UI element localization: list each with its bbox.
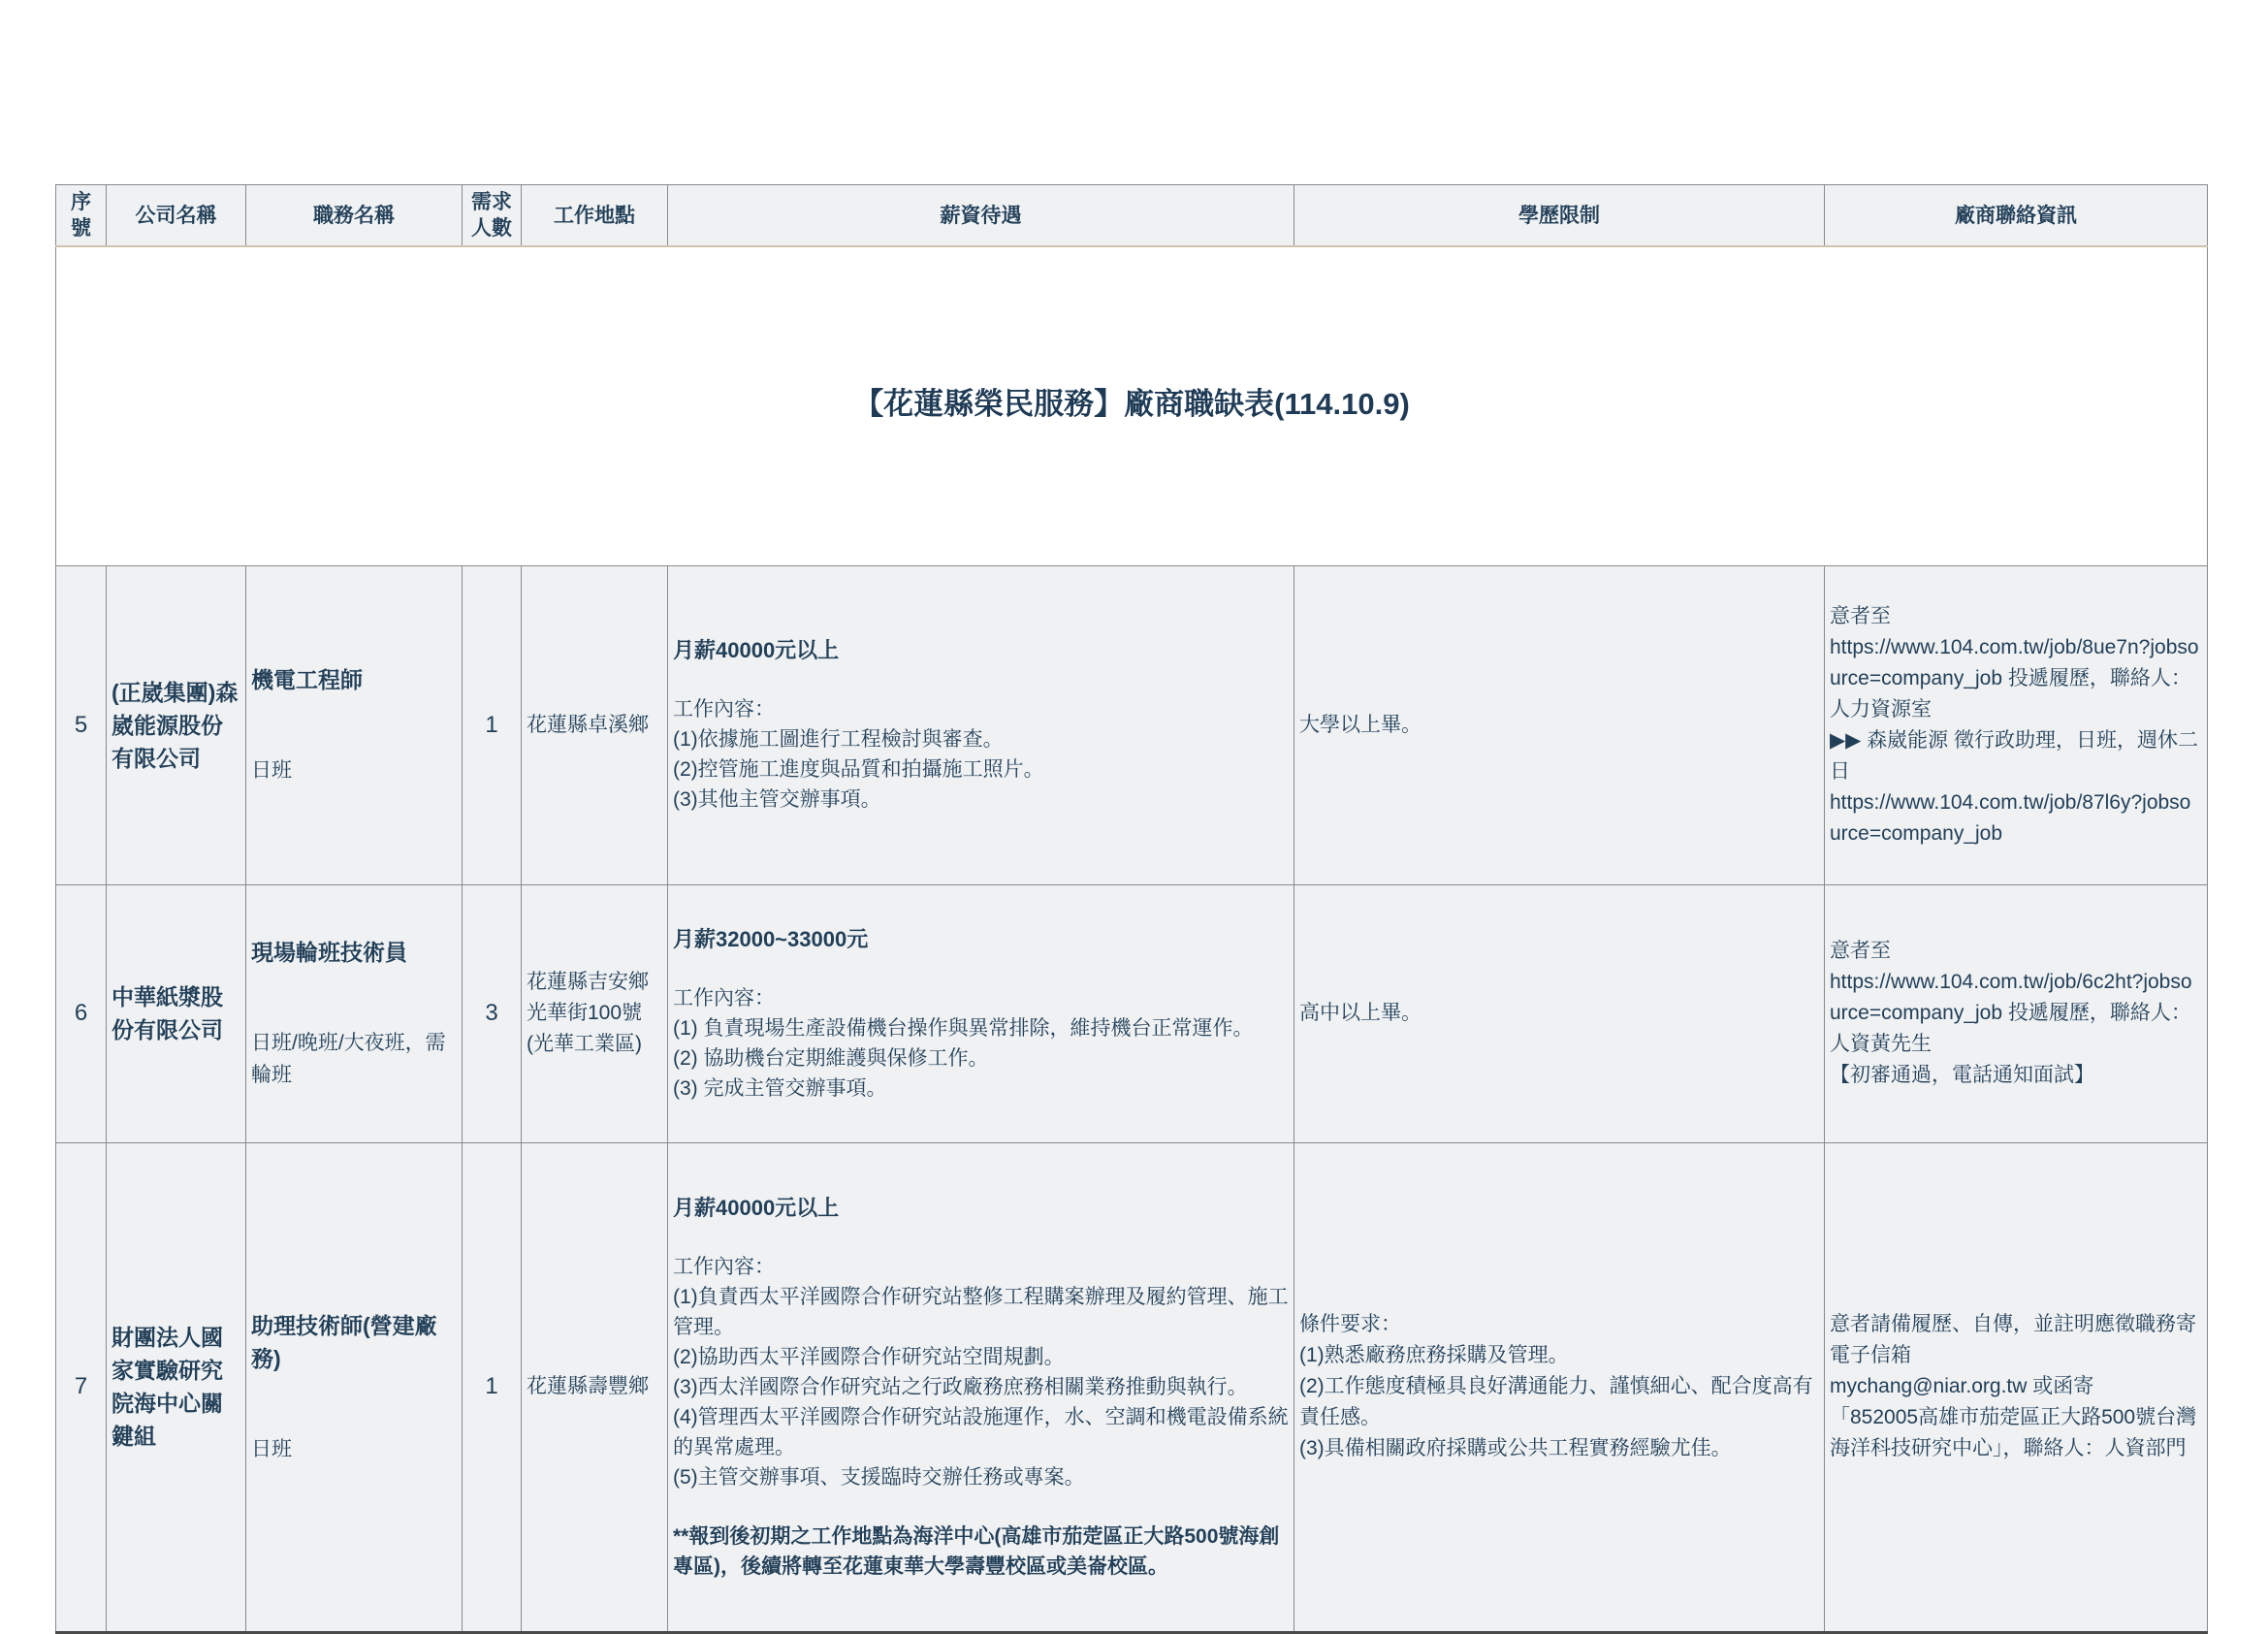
cell-serial-number: 5 [56, 565, 107, 884]
text-line: (2)工作態度積極具良好溝通能力、謹慎細心、配合度高有責任感。 [1299, 1375, 1813, 1428]
cell-work-location: 花蓮縣卓溪鄉 [522, 565, 668, 884]
cell-company-name: 財團法人國家實驗研究院海中心關鍵組 [107, 1142, 246, 1632]
cell-work-location: 花蓮縣吉安鄉光華街100號(光華工業區) [522, 884, 668, 1142]
table-row [56, 1142, 2208, 1632]
text-line: 意者至 [1830, 604, 1891, 627]
text-line: (3)其他主管交辦事項。 [673, 788, 881, 811]
jobs-table-body [56, 565, 2208, 1632]
text-line: (1)依據施工圖進行工程檢討與審查。 [673, 728, 1004, 751]
text-line: (4)管理西太平洋國際合作研究站設施運作，水、空調和機電設備系統的異常處理。 [673, 1405, 1289, 1458]
column-header-education: 學歷限制 [1294, 185, 1825, 247]
job-title-text: 機電工程師 [251, 667, 363, 692]
cell-salary [668, 565, 1294, 884]
text-line: 工作內容： [673, 986, 775, 1009]
cell-headcount: 1 [463, 565, 522, 884]
text-line: 「852005高雄市茄萣區正大路500號台灣海洋科技研究中心」，聯絡人：人資部門 [1830, 1406, 2197, 1459]
job-shift-text: 日班/晚班/大夜班，需輪班 [251, 1032, 446, 1086]
text-line: (3)具備相關政府採購或公共工程實務經驗尤佳。 [1299, 1437, 1732, 1459]
job-shift-text: 日班 [251, 759, 292, 782]
cell-job-title [246, 1142, 463, 1632]
text-line: (3)西太洋國際合作研究站之行政廠務庶務相關業務推動與執行。 [673, 1375, 1248, 1398]
cell-education [1294, 565, 1825, 884]
title-cell [56, 246, 2208, 565]
salary-details [673, 983, 1289, 1104]
table-header [56, 185, 2208, 247]
text-line: mychang@niar.org.tw 或函寄 [1830, 1375, 2094, 1397]
text-line: (1) 負責現場生產設備機台操作與異常排除，維持機台正常運作。 [673, 1016, 1254, 1040]
salary-note: **報到後初期之工作地點為海洋中心(高雄市茄萣區正大路500號海創專區)，後續將轉至花蓮東華大學壽豐校區或美崙校區。 [673, 1524, 1280, 1578]
cell-company-name: (正崴集團)森崴能源股份有限公司 [107, 565, 246, 884]
column-header-job-title: 職務名稱 [246, 185, 463, 247]
salary-details [673, 1252, 1289, 1492]
cell-salary [668, 884, 1294, 1142]
column-header-headcount: 需求人數 [463, 185, 522, 247]
text-line: (2)協助西太平洋國際合作研究站空間規劃。 [673, 1345, 1065, 1368]
text-line: 意者至 [1830, 940, 1891, 962]
text-line: (2)控管施工進度與品質和拍攝施工照片。 [673, 758, 1044, 781]
column-header-contact: 廠商聯絡資訊 [1825, 185, 2208, 247]
cell-education [1294, 1142, 1825, 1632]
salary-headline: 月薪40000元以上 [673, 638, 840, 662]
salary-headline: 月薪32000~33000元 [673, 926, 869, 951]
cell-serial-number: 6 [56, 884, 107, 1142]
cell-contact-info [1825, 565, 2208, 884]
text-line: (5)主管交辦事項、支援臨時交辦任務或專案。 [673, 1465, 1085, 1489]
table-row [56, 565, 2208, 884]
job-shift-text: 日班 [251, 1437, 292, 1460]
salary-details [673, 694, 1289, 815]
column-header-serial: 序號 [56, 185, 107, 247]
table-row [56, 884, 2208, 1142]
cell-headcount: 3 [463, 884, 522, 1142]
page-title: 【花蓮縣榮民服務】廠商職缺表(114.10.9) [853, 386, 1410, 421]
cell-contact-info [1825, 884, 2208, 1142]
title-row [56, 246, 2208, 565]
cell-salary [668, 1142, 1294, 1632]
column-header-location: 工作地點 [522, 185, 668, 247]
job-title-text: 助理技術師(營建廠務) [251, 1312, 437, 1371]
text-line: 意者請備履歷、自傳，並註明應徵職務寄電子信箱 [1830, 1313, 2196, 1366]
text-line: (2) 協助機台定期維護與保修工作。 [673, 1046, 989, 1070]
cell-education [1294, 884, 1825, 1142]
cell-serial-number: 7 [56, 1142, 107, 1632]
cell-job-title [246, 565, 463, 884]
cell-headcount: 1 [463, 1142, 522, 1632]
text-line: (1)熟悉廠務庶務採購及管理。 [1299, 1344, 1569, 1366]
text-line: https://www.104.com.tw/job/6c2ht?jobsource=company_job 投遞履歷，聯絡人：人資黃先生 [1830, 971, 2192, 1055]
text-line: 高中以上畢。 [1299, 1002, 1421, 1024]
job-title-text: 現場輪班技術員 [251, 940, 407, 965]
column-header-salary: 薪資待遇 [668, 185, 1294, 247]
text-line: 條件要求： [1299, 1313, 1401, 1335]
cell-job-title [246, 884, 463, 1142]
text-line: ▶▶ 森崴能源 徵行政助理，日班，週休二日 [1830, 728, 2198, 783]
text-line: (1)負責西太平洋國際合作研究站整修工程購案辦理及履約管理、施工管理。 [673, 1285, 1289, 1338]
text-line: 大學以上畢。 [1299, 713, 1421, 736]
text-line: 工作內容： [673, 698, 775, 721]
job-vacancy-table [55, 184, 2208, 1634]
text-line: 【初審通過，電話通知面試】 [1830, 1064, 2094, 1086]
salary-headline: 月薪40000元以上 [673, 1195, 840, 1220]
cell-work-location: 花蓮縣壽豐鄉 [522, 1142, 668, 1632]
text-line: https://www.104.com.tw/job/87l6y?jobsource=company_job [1830, 790, 2191, 845]
cell-company-name: 中華紙漿股份有限公司 [107, 884, 246, 1142]
text-line: https://www.104.com.tw/job/8ue7n?jobsource=company_job 投遞履歷，聯絡人：人力資源室 [1830, 635, 2199, 721]
column-header-company: 公司名稱 [107, 185, 246, 247]
cell-contact-info [1825, 1142, 2208, 1632]
text-line: 工作內容： [673, 1255, 775, 1278]
text-line: (3) 完成主管交辦事項。 [673, 1076, 887, 1100]
